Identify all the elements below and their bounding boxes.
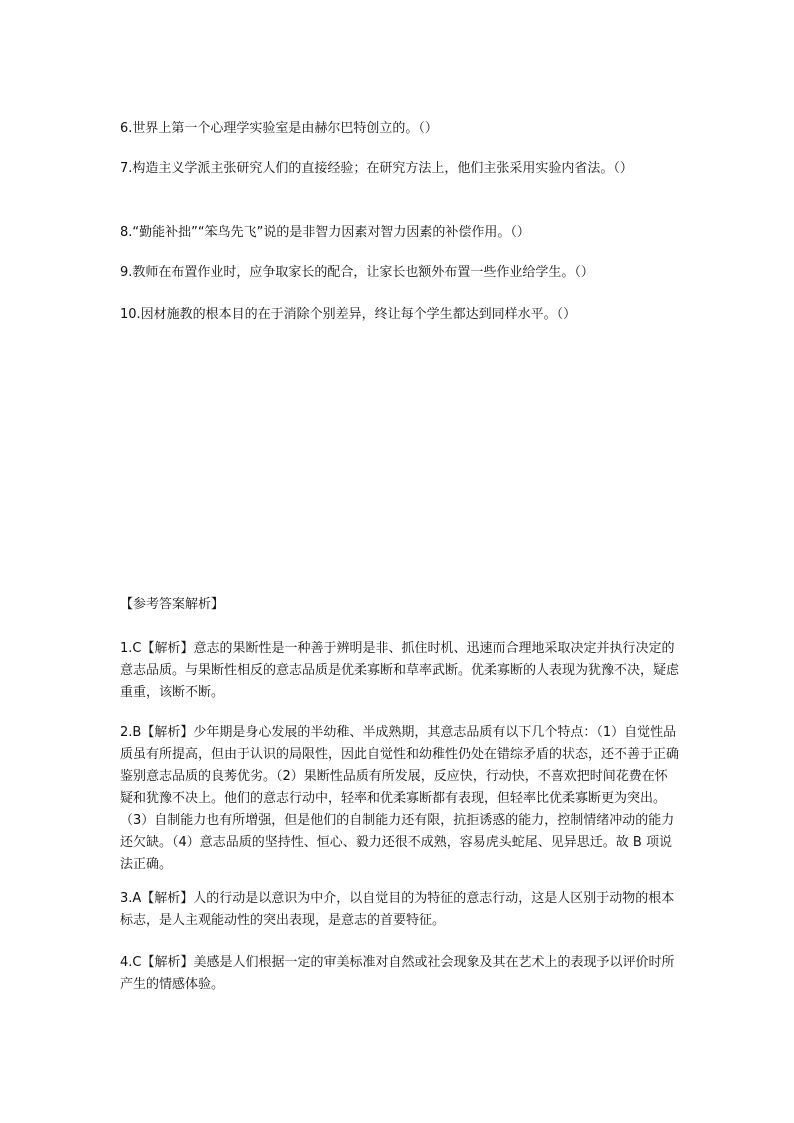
answer-2: 2.B【解析】少年期是身心发展的半幼稚、半成熟期，其意志品质有以下几个特点：（1）自觉性品质虽有所提高，但由于认识的局限性，因此自觉性和幼稚性仍处在错综矛盾的状态，还不善于正确鉴别意志品质的良莠优劣。（2）果断性品质有所发展，反应快，行动快，不喜欢把时间花费在怀疑和犹豫不决上。他们的意志行动中，轻率和优柔寡断都有表现，但轻率比优柔寡断更为突出。（3）自制能力也有所增强，但是他们的自制能力还有限，抗拒诱惑的能力，控制情绪冲动的能力还欠缺。（4）意志品质的坚持性、恒心、毅力还很不成熟，容易虎头蛇尾、见异思迁。故 B 项说法正确。	[120, 725, 680, 872]
answer-1: 1.C【解析】意志的果断性是一种善于辨明是非、抓住时机、迅速而合理地采取决定并执行决定的意志品质。与果断性相反的意志品质是优柔寡断和草率武断。优柔寡断的人表现为犹豫不决，疑虑重重，该断不断。	[120, 641, 680, 700]
answers-header: 【参考答案解析】	[120, 597, 225, 612]
question-10: 10.因材施教的根本目的在于消除个别差异，终让每个学生都达到同样水平。（）	[120, 307, 577, 322]
question-6: 6.世界上第一个心理学实验室是由赫尔巴特创立的。（）	[120, 121, 438, 136]
answer-4: 4.C【解析】美感是人们根据一定的审美标准对自然或社会现象及其在艺术上的表现予以评价时所产生的情感体验。	[120, 955, 675, 992]
question-8: 8.“勤能补拙”“笨鸟先飞”说的是非智力因素对智力因素的补偿作用。（）	[120, 225, 530, 240]
question-7: 7.构造主义学派主张研究人们的直接经验；在研究方法上，他们主张采用实验内省法。（）	[120, 161, 633, 176]
answer-3: 3.A【解析】人的行动是以意识为中介，以自觉目的为特征的意志行动，这是人区别于动物的根本标志，是人主观能动性的突出表现，是意志的首要特征。	[120, 891, 675, 928]
question-9: 9.教师在布置作业时，应争取家长的配合，让家长也额外布置一些作业给学生。（）	[120, 265, 594, 280]
